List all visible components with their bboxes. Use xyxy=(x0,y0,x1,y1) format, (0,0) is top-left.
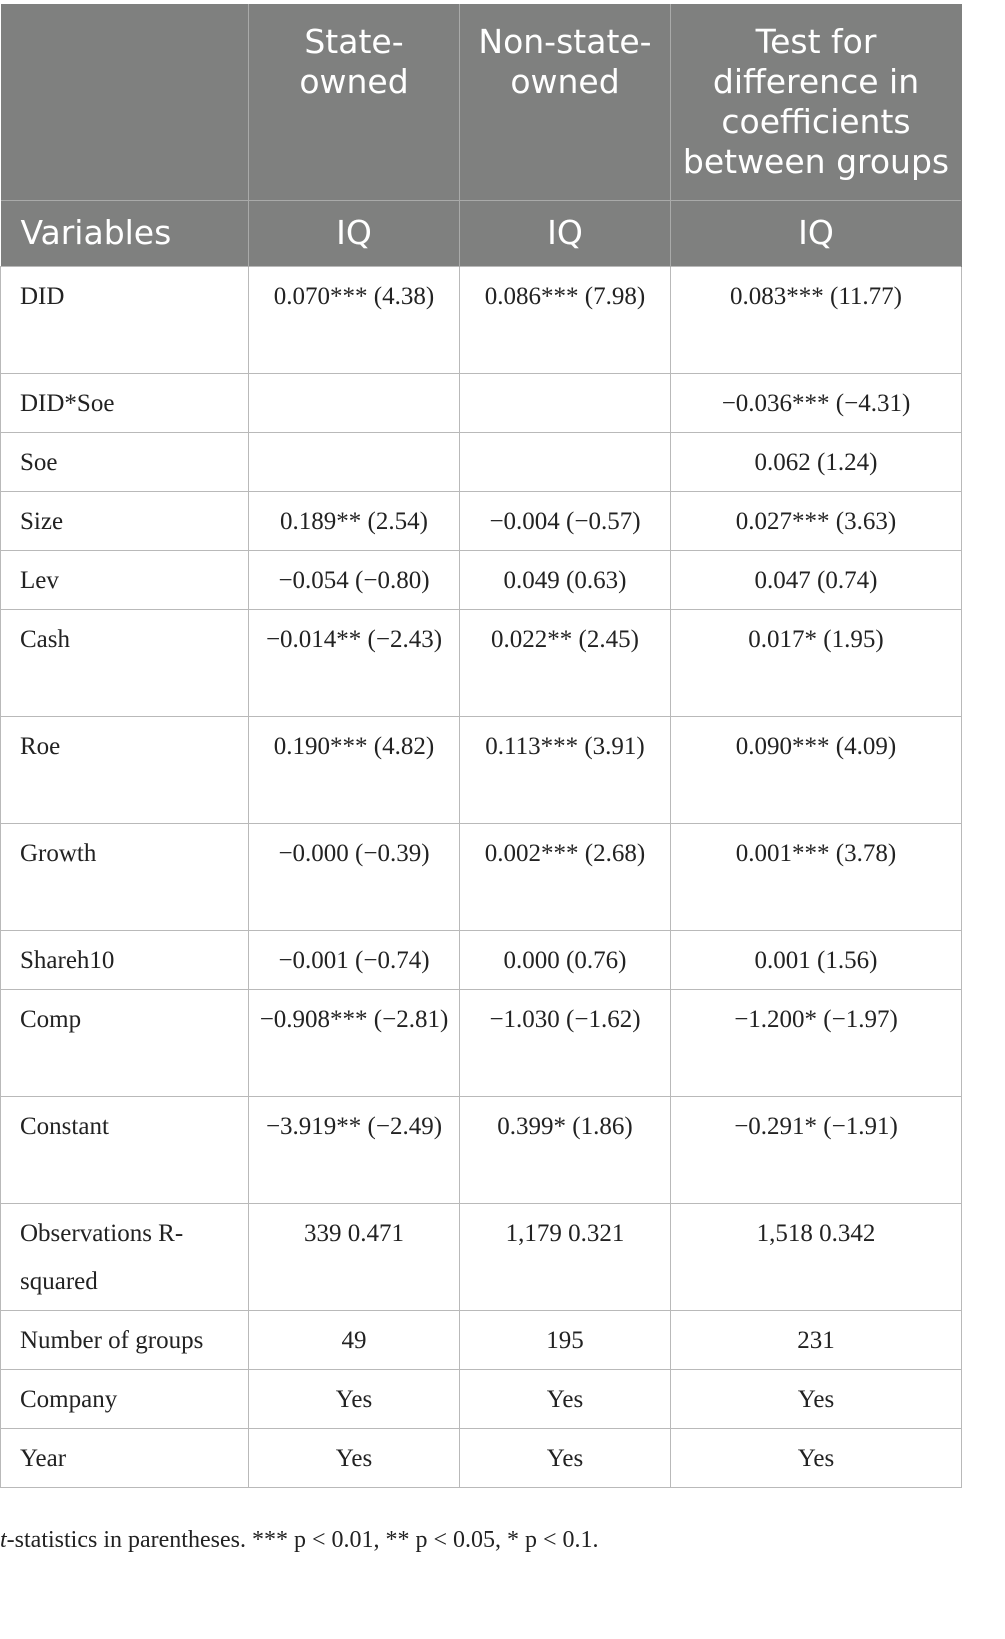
variable-name-cell: Cash xyxy=(1,609,249,716)
coefficient-cell: 0.062 (1.24) xyxy=(671,432,962,491)
coefficient-cell xyxy=(249,373,460,432)
coefficient-cell: −0.054 (−0.80) xyxy=(249,550,460,609)
coefficient-cell: 0.083*** (11.77) xyxy=(671,266,962,373)
variable-name-cell: Size xyxy=(1,491,249,550)
regression-table xyxy=(0,4,962,1488)
table-row xyxy=(1,930,962,989)
header-non-state-owned: Non-state-owned xyxy=(460,4,671,200)
table-row xyxy=(1,550,962,609)
variable-name-cell: Year xyxy=(1,1428,249,1487)
table-row xyxy=(1,373,962,432)
coefficient-cell: −0.004 (−0.57) xyxy=(460,491,671,550)
coefficient-cell xyxy=(460,373,671,432)
coefficient-cell: 195 xyxy=(460,1310,671,1369)
variable-name-cell: Comp xyxy=(1,989,249,1096)
header-variables: Variables xyxy=(1,200,249,266)
coefficient-cell: −0.908*** (−2.81) xyxy=(249,989,460,1096)
coefficient-cell: Yes xyxy=(249,1428,460,1487)
coefficient-cell: 0.049 (0.63) xyxy=(460,550,671,609)
table-row xyxy=(1,432,962,491)
variable-name-cell: Constant xyxy=(1,1096,249,1203)
coefficient-cell: −0.000 (−0.39) xyxy=(249,823,460,930)
variable-name-cell: Shareh10 xyxy=(1,930,249,989)
header-test-difference: Test for difference in coefficients between groups xyxy=(671,4,962,200)
coefficient-cell: 231 xyxy=(671,1310,962,1369)
coefficient-cell: 49 xyxy=(249,1310,460,1369)
coefficient-cell: 0.189** (2.54) xyxy=(249,491,460,550)
table-row xyxy=(1,823,962,930)
table-row xyxy=(1,989,962,1096)
table-row xyxy=(1,491,962,550)
header-row-group-labels xyxy=(1,4,962,200)
header-iq-2: IQ xyxy=(460,200,671,266)
variable-name-cell: Observations R-squared xyxy=(1,1203,249,1310)
table-row xyxy=(1,716,962,823)
coefficient-cell: Yes xyxy=(460,1369,671,1428)
variable-name-cell: Growth xyxy=(1,823,249,930)
header-state-owned: State-owned xyxy=(249,4,460,200)
table-row xyxy=(1,1369,962,1428)
table-row xyxy=(1,1428,962,1487)
coefficient-cell: −0.014** (−2.43) xyxy=(249,609,460,716)
coefficient-cell: 0.047 (0.74) xyxy=(671,550,962,609)
coefficient-cell: 0.086*** (7.98) xyxy=(460,266,671,373)
variable-name-cell: Soe xyxy=(1,432,249,491)
table-body xyxy=(1,266,962,1487)
coefficient-cell: 0.017* (1.95) xyxy=(671,609,962,716)
header-empty-cell xyxy=(1,4,249,200)
coefficient-cell: 0.399* (1.86) xyxy=(460,1096,671,1203)
table-footnote xyxy=(0,1527,599,1554)
footnote-t: t xyxy=(0,1527,7,1553)
coefficient-cell: 0.090*** (4.09) xyxy=(671,716,962,823)
coefficient-cell: −1.200* (−1.97) xyxy=(671,989,962,1096)
coefficient-cell: 0.001 (1.56) xyxy=(671,930,962,989)
header-iq-1: IQ xyxy=(249,200,460,266)
table-row xyxy=(1,609,962,716)
variable-name-cell: DID xyxy=(1,266,249,373)
coefficient-cell: 0.113*** (3.91) xyxy=(460,716,671,823)
table-row xyxy=(1,1310,962,1369)
footnote-text: -statistics in parentheses. *** p < 0.01, ** p < 0.05, * p < 0.1. xyxy=(6,1527,599,1553)
coefficient-cell: 0.001*** (3.78) xyxy=(671,823,962,930)
coefficient-cell: 1,179 0.321 xyxy=(460,1203,671,1310)
table-row xyxy=(1,1203,962,1310)
header-row-variables xyxy=(1,200,962,266)
coefficient-cell: 0.027*** (3.63) xyxy=(671,491,962,550)
coefficient-cell: Yes xyxy=(460,1428,671,1487)
table-row xyxy=(1,1096,962,1203)
coefficient-cell: Yes xyxy=(671,1428,962,1487)
variable-name-cell: Company xyxy=(1,1369,249,1428)
variable-name-cell: Number of groups xyxy=(1,1310,249,1369)
coefficient-cell: −1.030 (−1.62) xyxy=(460,989,671,1096)
header-iq-3: IQ xyxy=(671,200,962,266)
coefficient-cell: −0.001 (−0.74) xyxy=(249,930,460,989)
regression-table-container xyxy=(0,4,961,1488)
table-row xyxy=(1,266,962,373)
coefficient-cell xyxy=(249,432,460,491)
coefficient-cell: −3.919** (−2.49) xyxy=(249,1096,460,1203)
coefficient-cell: −0.291* (−1.91) xyxy=(671,1096,962,1203)
variable-name-cell: DID*Soe xyxy=(1,373,249,432)
coefficient-cell: 0.022** (2.45) xyxy=(460,609,671,716)
coefficient-cell xyxy=(460,432,671,491)
coefficient-cell: Yes xyxy=(671,1369,962,1428)
coefficient-cell: 0.070*** (4.38) xyxy=(249,266,460,373)
variable-name-cell: Roe xyxy=(1,716,249,823)
coefficient-cell: 339 0.471 xyxy=(249,1203,460,1310)
coefficient-cell: 0.002*** (2.68) xyxy=(460,823,671,930)
variable-name-cell: Lev xyxy=(1,550,249,609)
coefficient-cell: 0.000 (0.76) xyxy=(460,930,671,989)
coefficient-cell: −0.036*** (−4.31) xyxy=(671,373,962,432)
coefficient-cell: 0.190*** (4.82) xyxy=(249,716,460,823)
coefficient-cell: 1,518 0.342 xyxy=(671,1203,962,1310)
coefficient-cell: Yes xyxy=(249,1369,460,1428)
